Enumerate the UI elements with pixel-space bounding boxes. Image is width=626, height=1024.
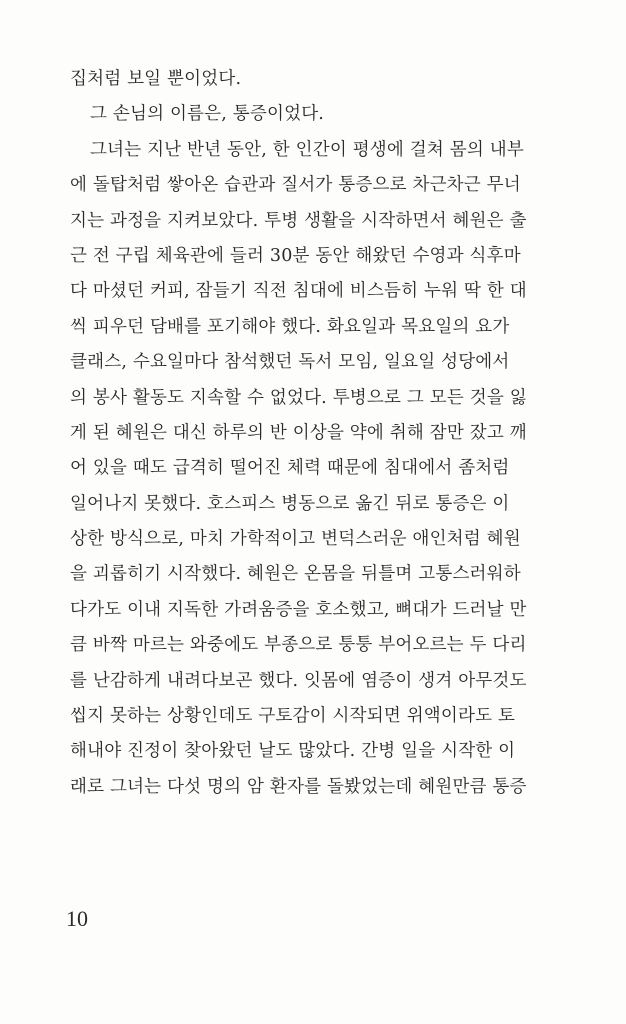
text-line: 에 돌탑처럼 쌓아온 습관과 질서가 통증으로 차근차근 무너	[70, 175, 521, 196]
text-line: 게 된 혜원은 대신 하루의 반 이상을 약에 취해 잠만 잤고 깨	[70, 422, 527, 443]
text-line: 씩 피우던 담배를 포기해야 했다. 화요일과 목요일의 요가	[70, 316, 510, 337]
text-line: 집처럼 보일 뿐이었다.	[70, 69, 242, 89]
text-line: 근 전 구립 체육관에 들러 30분 동안 해왔던 수영과 식후마	[70, 245, 521, 266]
text-line: 래로 그녀는 다섯 명의 암 환자를 돌봤었는데 혜원만큼 통증	[70, 776, 527, 797]
text-line: 상한 방식으로, 마치 가학적이고 변덕스러운 애인처럼 혜원	[70, 529, 521, 550]
text-line: 클래스, 수요일마다 참석했던 독서 모임, 일요일 성당에서	[70, 352, 510, 373]
text-line: 어 있을 때도 급격히 떨어진 체력 때문에 침대에서 좀처럼	[70, 458, 510, 479]
text-line: 해내야 진정이 찾아왔던 날도 많았다. 간병 일을 시작한 이	[70, 741, 516, 762]
text-line: 지는 과정을 지켜보았다. 투병 생활을 시작하면서 혜원은 출	[70, 210, 527, 231]
text-line: 를 난감하게 내려다보곤 했다. 잇몸에 염증이 생겨 아무것도	[70, 670, 527, 691]
text-line: 그녀는 지난 반년 동안, 한 인간이 평생에 걸쳐 몸의 내부	[90, 139, 524, 160]
text-line: 씹지 못하는 상황인데도 구토감이 시작되면 위액이라도 토	[70, 706, 516, 727]
text-line: 을 괴롭히기 시작했다. 혜원은 온몸을 뒤틀며 고통스러워하	[70, 564, 521, 585]
text-line: 일어나지 못했다. 호스피스 병동으로 옮긴 뒤로 통증은 이	[70, 493, 510, 514]
text-line: 다가도 이내 지독한 가려움증을 호소했고, 뼈대가 드러날 만	[70, 599, 527, 620]
body-text	[70, 62, 560, 805]
text-line: 의 봉사 활동도 지속할 수 없었다. 투병으로 그 모든 것을 잃	[70, 387, 527, 408]
text-line: 큼 바짝 마르는 와중에도 부종으로 퉁퉁 부어오르는 두 다리	[70, 635, 527, 656]
text-line: 그 손님의 이름은, 통증이었다.	[90, 104, 325, 125]
page-number: 10	[66, 906, 88, 931]
text-line: 다 마셨던 커피, 잠들기 직전 침대에 비스듬히 누워 딱 한 대	[70, 281, 527, 302]
